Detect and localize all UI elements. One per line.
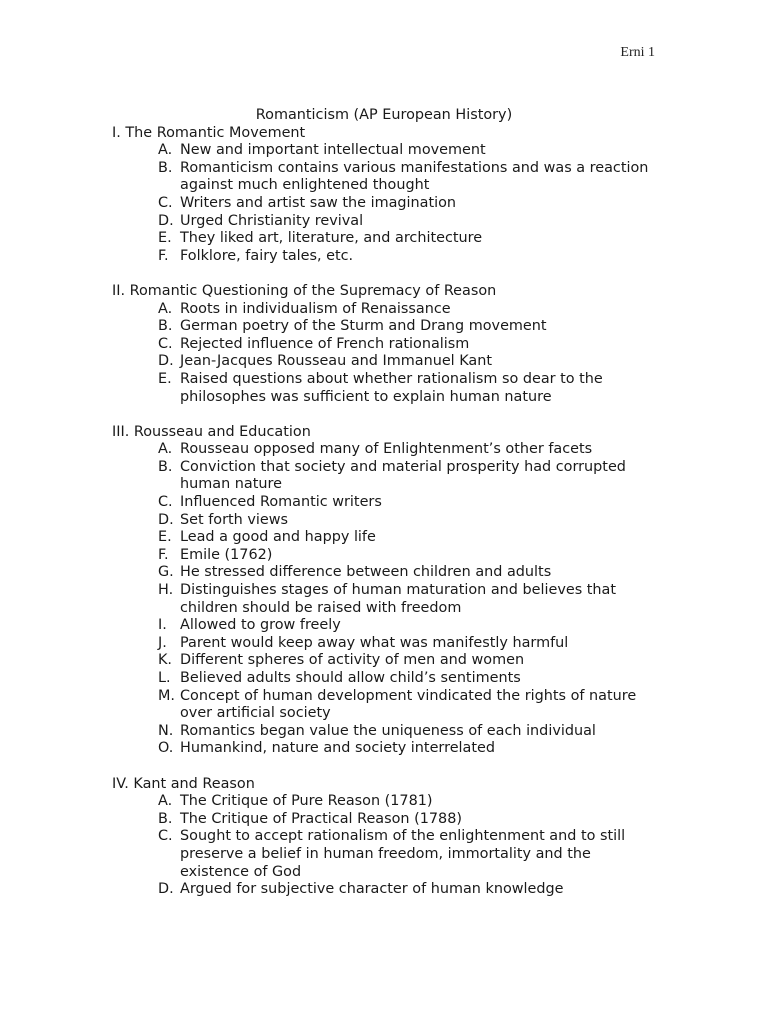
outline-item <box>112 336 657 354</box>
item-text: Parent would keep away what was manifestly harmful <box>180 634 569 651</box>
running-header: Erni 1 <box>620 45 655 60</box>
item-marker: K. <box>158 652 173 669</box>
item-text: Concept of human development vindicated the rights of nature over artificial society <box>180 687 637 722</box>
item-marker: F. <box>158 247 169 264</box>
item-marker-cell <box>112 195 180 213</box>
item-marker: G. <box>158 564 174 581</box>
item-marker-cell <box>112 547 180 565</box>
outline-item <box>112 160 657 195</box>
outline-item <box>112 301 657 319</box>
item-marker-cell <box>112 371 180 406</box>
item-marker: H. <box>158 582 174 599</box>
outline <box>112 125 657 917</box>
outline-item <box>112 881 657 899</box>
item-text: Believed adults should allow child’s sentiments <box>180 670 521 686</box>
item-marker: M. <box>158 687 175 704</box>
section-heading: III. Rousseau and Education <box>112 423 311 440</box>
item-marker-cell <box>112 740 180 758</box>
item-marker: B. <box>158 458 173 475</box>
item-marker-cell <box>112 828 180 881</box>
item-marker-cell <box>112 529 180 547</box>
document-title: Romanticism (AP European History) <box>255 107 513 123</box>
outline-item <box>112 248 657 266</box>
item-text: Jean-Jacques Rousseau and Immanuel Kant <box>180 353 493 370</box>
outline-item <box>112 494 657 512</box>
item-text: Writers and artist saw the imagination <box>180 194 457 211</box>
item-text: They liked art, literature, and architecture <box>180 230 483 247</box>
item-marker: B. <box>158 810 173 827</box>
outline-item <box>112 723 657 741</box>
outline-item <box>112 617 657 635</box>
item-marker: B. <box>158 159 173 176</box>
outline-item <box>112 564 657 582</box>
outline-section <box>112 283 657 406</box>
item-marker: E. <box>158 529 172 546</box>
outline-item <box>112 318 657 336</box>
item-text: Roots in individualism of Renaissance <box>180 300 451 317</box>
item-marker: D. <box>158 881 174 898</box>
item-text: He stressed difference between children and adults <box>180 564 552 581</box>
outline-item <box>112 512 657 530</box>
item-marker-cell <box>112 723 180 741</box>
item-text: Emile (1762) <box>180 546 273 563</box>
outline-item <box>112 582 657 617</box>
item-marker-cell <box>112 248 180 266</box>
item-marker-cell <box>112 494 180 512</box>
item-marker-cell <box>112 652 180 670</box>
item-marker: D. <box>158 212 174 229</box>
item-text: Influenced Romantic writers <box>180 494 382 511</box>
item-marker-cell <box>112 160 180 195</box>
item-marker: A. <box>158 142 173 159</box>
item-marker-cell <box>112 564 180 582</box>
item-marker-cell <box>112 301 180 319</box>
item-marker-cell <box>112 793 180 811</box>
outline-item <box>112 230 657 248</box>
item-marker-cell <box>112 142 180 160</box>
item-text: Sought to accept rationalism of the enlightenment and to still preserve a belief in human freedom, immortality and the existence of God <box>180 828 626 880</box>
outline-item <box>112 213 657 231</box>
outline-section <box>112 424 657 758</box>
item-marker-cell <box>112 336 180 354</box>
item-marker-cell <box>112 459 180 494</box>
item-marker: D. <box>158 511 174 528</box>
outline-item <box>112 793 657 811</box>
item-text: Distinguishes stages of human maturation and believes that children should be raised with freedom <box>180 582 616 616</box>
outline-item <box>112 195 657 213</box>
outline-section <box>112 125 657 266</box>
section-heading: II. Romantic Questioning of the Supremacy of Reason <box>112 282 497 299</box>
item-marker-cell <box>112 512 180 530</box>
item-marker: D. <box>158 353 174 370</box>
item-text: Raised questions about whether rationalism so dear to the philosophes was sufficient to explain human nature <box>180 370 603 405</box>
item-marker-cell <box>112 688 180 723</box>
item-text: Argued for subjective character of human knowledge <box>180 881 564 898</box>
item-marker: C. <box>158 194 173 211</box>
item-text: Romantics began value the uniqueness of each individual <box>180 722 596 739</box>
item-text: New and important intellectual movement <box>180 142 486 159</box>
outline-section <box>112 776 657 899</box>
item-text: Set forth views <box>180 511 288 528</box>
item-marker: L. <box>158 670 171 686</box>
item-text: Romanticism contains various manifestations and was a reaction against much enlightened thought <box>180 159 649 194</box>
outline-item <box>112 688 657 723</box>
item-marker-cell <box>112 635 180 653</box>
item-marker-cell <box>112 230 180 248</box>
item-marker-cell <box>112 617 180 635</box>
item-marker-cell <box>112 353 180 371</box>
outline-item <box>112 353 657 371</box>
item-text: Rejected influence of French rationalism <box>180 335 470 352</box>
item-text: Urged Christianity revival <box>180 212 364 229</box>
item-text: Humankind, nature and society interrelated <box>180 740 495 757</box>
outline-item <box>112 652 657 670</box>
outline-item <box>112 529 657 547</box>
item-marker-cell <box>112 318 180 336</box>
item-text: The Critique of Practical Reason (1788) <box>180 810 462 827</box>
item-marker: A. <box>158 793 173 810</box>
item-marker: C. <box>158 494 173 511</box>
outline-item <box>112 441 657 459</box>
outline-item <box>112 547 657 565</box>
item-marker: A. <box>158 300 173 317</box>
item-marker: F. <box>158 546 169 563</box>
outline-item <box>112 142 657 160</box>
item-marker: C. <box>158 335 173 352</box>
item-marker: A. <box>158 441 173 458</box>
item-text: Different spheres of activity of men and women <box>180 652 525 669</box>
item-marker: E. <box>158 370 172 387</box>
item-marker: I. <box>158 617 167 634</box>
item-marker: N. <box>158 722 174 739</box>
item-text: Folklore, fairy tales, etc. <box>180 247 354 264</box>
item-text: Rousseau opposed many of Enlightenment’s other facets <box>180 441 593 458</box>
outline-item <box>112 670 657 688</box>
item-text: Allowed to grow freely <box>180 617 341 634</box>
outline-item <box>112 811 657 829</box>
outline-item <box>112 459 657 494</box>
item-marker-cell <box>112 811 180 829</box>
item-marker: C. <box>158 828 173 845</box>
item-marker-cell <box>112 582 180 617</box>
item-marker-cell <box>112 441 180 459</box>
section-heading: I. The Romantic Movement <box>112 124 306 141</box>
item-marker: B. <box>158 318 173 335</box>
item-marker-cell <box>112 213 180 231</box>
item-marker-cell <box>112 670 180 688</box>
item-marker: E. <box>158 230 172 247</box>
outline-item <box>112 635 657 653</box>
item-marker: J. <box>158 634 167 651</box>
item-marker-cell <box>112 881 180 899</box>
outline-item <box>112 740 657 758</box>
item-text: Conviction that society and material prosperity had corrupted human nature <box>180 458 626 493</box>
item-text: The Critique of Pure Reason (1781) <box>180 793 433 810</box>
item-text: German poetry of the Sturm and Drang movement <box>180 318 547 335</box>
section-heading: IV. Kant and Reason <box>112 775 255 792</box>
item-marker: O. <box>158 740 174 757</box>
item-text: Lead a good and happy life <box>180 529 376 546</box>
outline-item <box>112 371 657 406</box>
outline-item <box>112 828 657 881</box>
